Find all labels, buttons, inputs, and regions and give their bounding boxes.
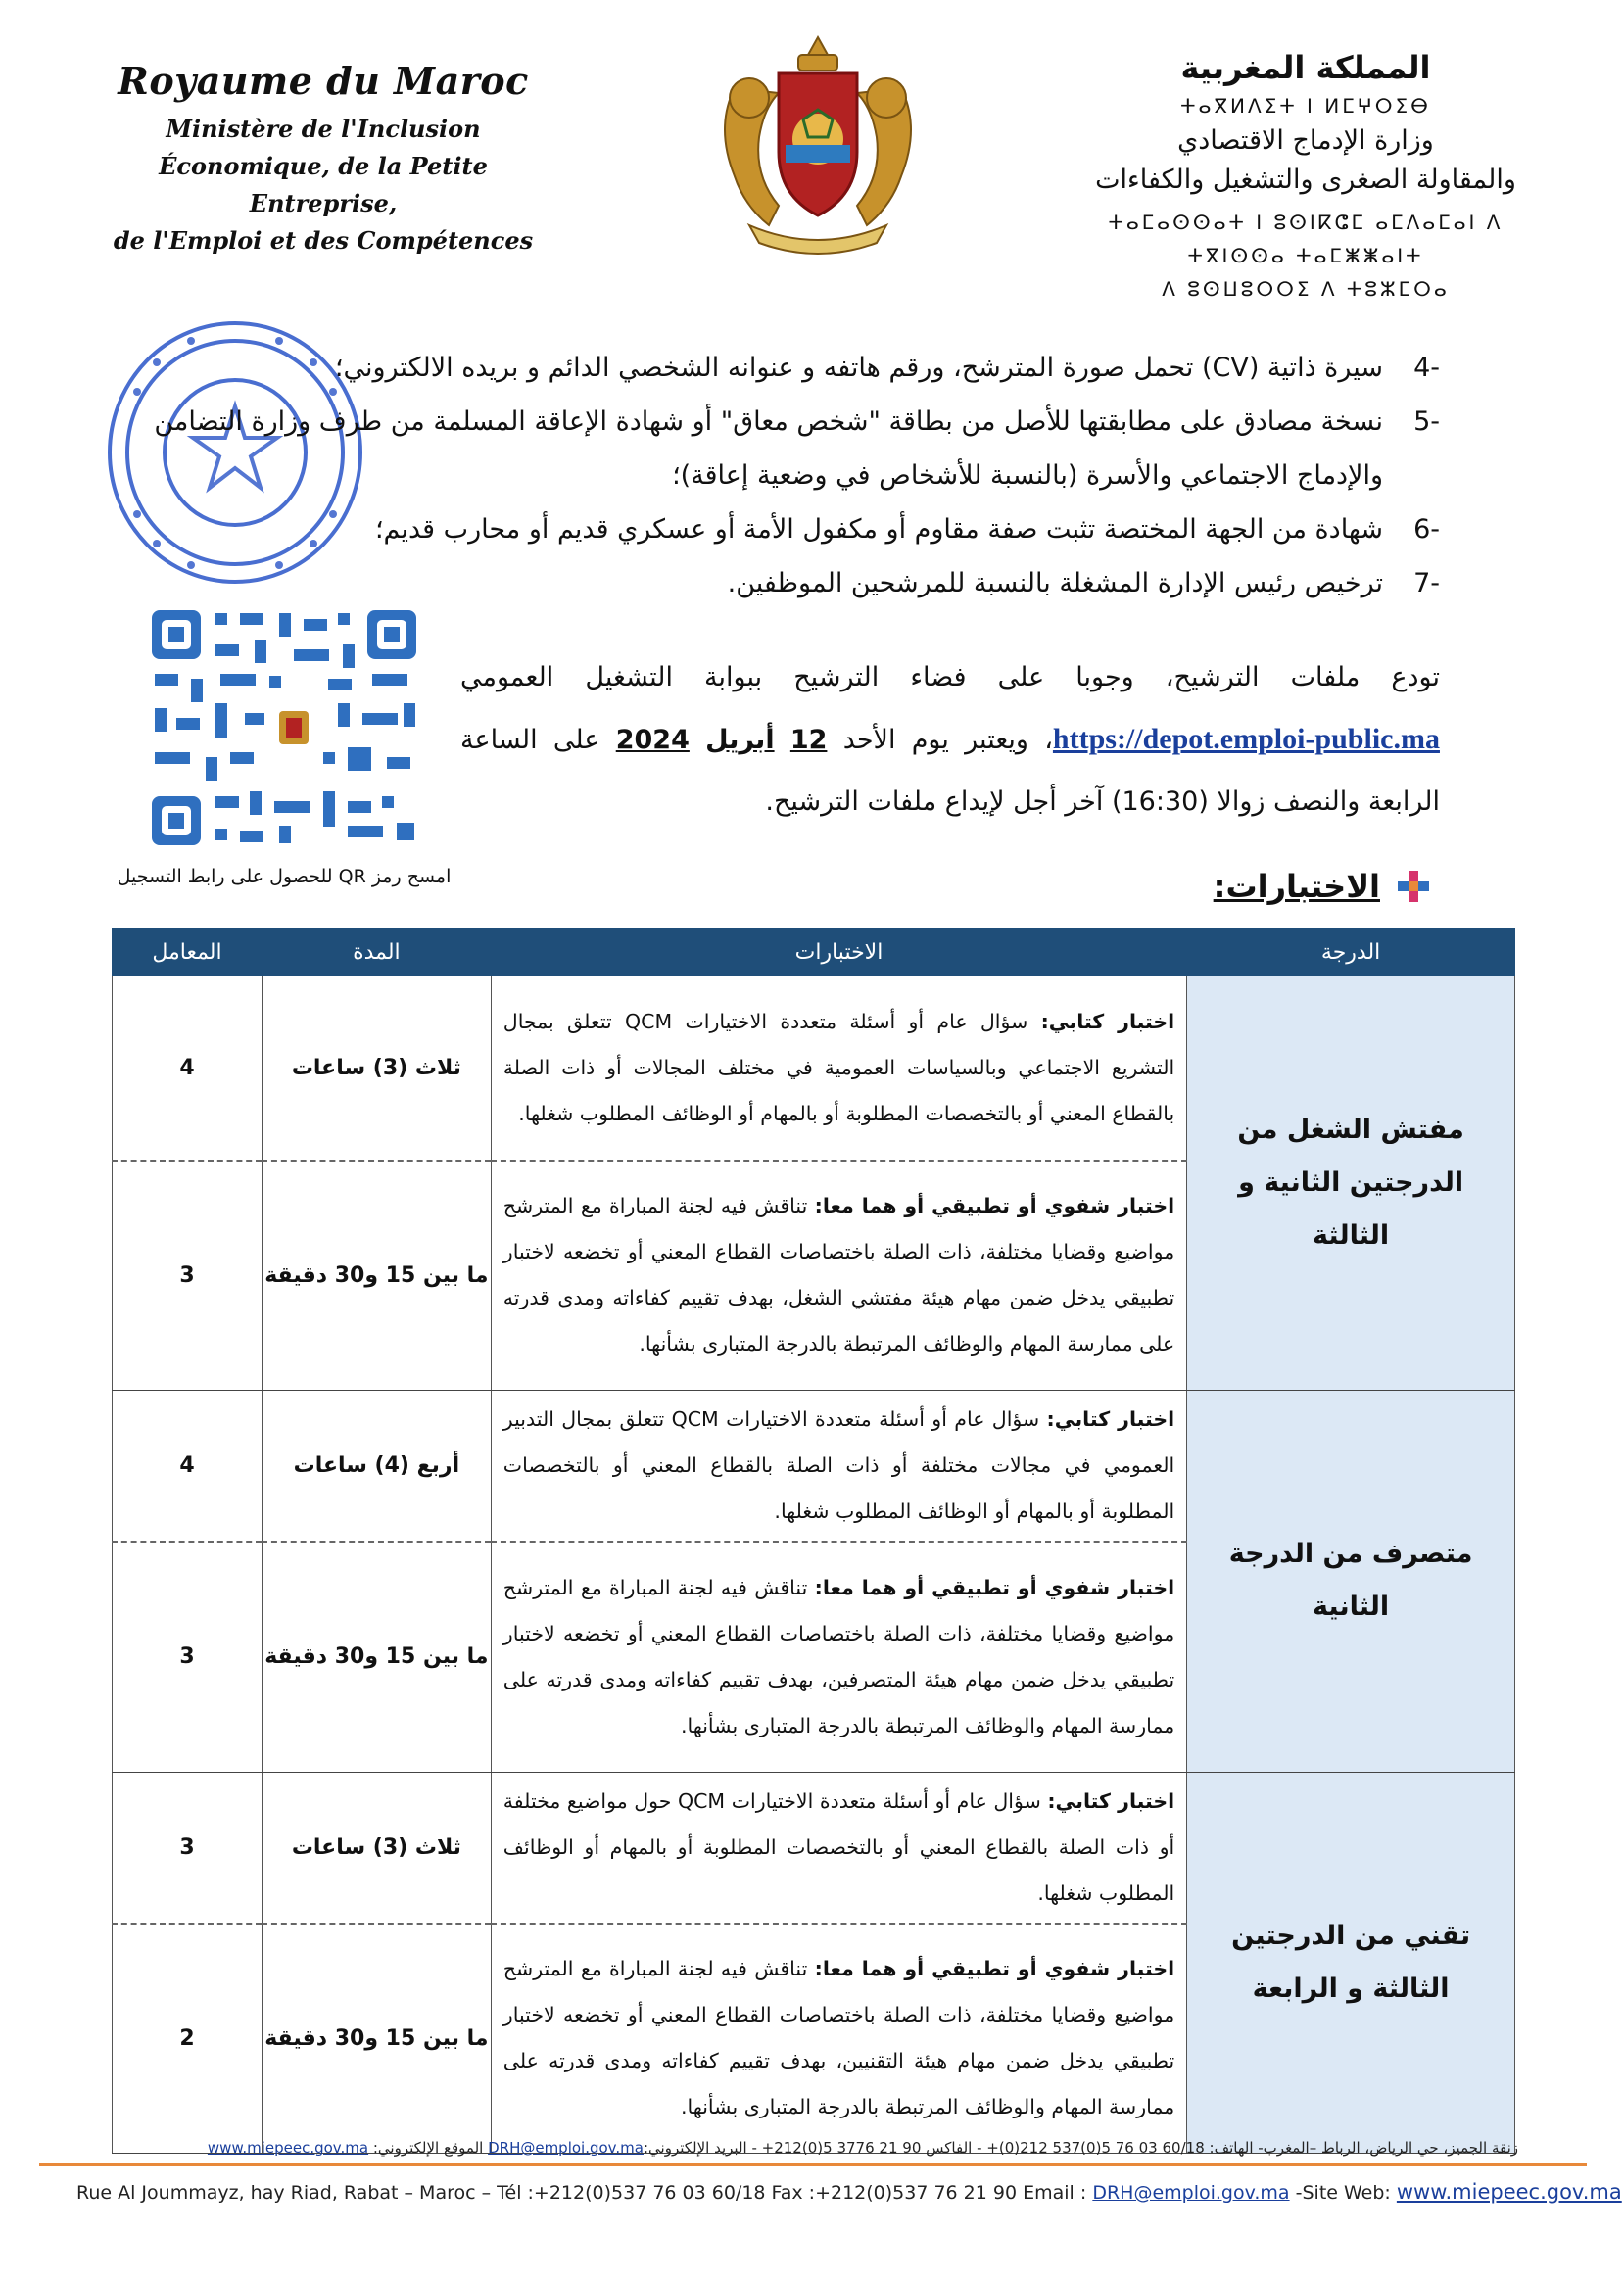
fr-kingdom-title: Royaume du Maroc [118, 59, 529, 103]
table-row [113, 1772, 1515, 1924]
duration-cell: ثلاث (3) ساعات [262, 1772, 491, 1924]
exams-table [112, 928, 1515, 2154]
duration-cell: أربع (4) ساعات [262, 1391, 491, 1543]
grade-cell: مفتش الشغل من الدرجتين الثانية و الثالثة [1187, 976, 1515, 1391]
ar-ministry-line1: وزارة الإدماج الاقتصادي [1177, 125, 1434, 156]
exam-description: اختبار شفوي أو تطبيقي أو هما معا: تناقش فيه لجنة المباراة مع المترشح مواضيع وقضايا مختلفة، ذات الصلة باختصاصات القطاع المعني أو تخضعه لاختبار تطبيقي يدخل ضمن مهام هيئة المتصرفين، بهدف تقييم كفاءاته ومدى قدرته على ممارسة المهام والوظائف المرتبطة بالدرجة المتبارى بشأنها. [491, 1542, 1186, 1772]
qr-caption: امسح رمز QR للحصول على رابط التسجيل [117, 866, 452, 887]
list-item: -7ترخيص رئيس الإدارة المشغلة بالنسبة للمرشحين الموظفين. [727, 568, 1440, 598]
deadline-day: 12 [789, 725, 828, 755]
arabic-header [1071, 49, 1541, 306]
tifinagh-ministry-line1: ⵜⴰⵎⴰⵙⵙⴰⵜ ⵏ ⵓⵙⵏⴽⵛⵎ ⴰⵎⴷⴰⵎⴰⵏ ⴷ ⵜⴳⵏⵙⵙⴰ ⵜⴰⵎⵥⵥⴰⵏⵜ [1108, 211, 1504, 267]
col-header-exams: الاختبارات [491, 928, 1186, 976]
ar-kingdom-title: المملكة المغربية [1180, 49, 1431, 86]
coefficient-cell: 4 [113, 976, 263, 1161]
plus-bullet-icon [1394, 867, 1433, 906]
exam-description: اختبار كتابي: سؤال عام أو أسئلة متعددة الاختيارات QCM حول مواضيع مختلفة أو ذات الصلة بالقطاع المعني أو بالتخصصات المطلوبة أو بالمهام أو الوظائف المطلوب شغلها. [491, 1772, 1186, 1924]
coefficient-cell: 2 [113, 1924, 263, 2154]
fr-ministry-line3: de l'Emploi et des Compétences [113, 226, 534, 255]
grade-cell: تقني من الدرجتين الثالثة و الرابعة [1187, 1772, 1515, 2154]
fr-ministry-line2: Économique, de la Petite Entreprise, [159, 152, 488, 217]
coefficient-cell: 3 [113, 1161, 263, 1391]
exam-description: اختبار كتابي: سؤال عام أو أسئلة متعددة الاختيارات QCM تتعلق بمجال التشريع الاجتماعي وبالسياسات العمومية في مختلف المجالات أو ذات الصلة بالقطاع المعني أو بالتخصصات المطلوبة أو بالمهام أو الوظائف المطلوب شغلها. [491, 976, 1186, 1161]
footer-fr-site-link[interactable]: www.miepeec.gov.ma [1396, 2180, 1622, 2204]
list-item-continuation: والإدماج الاجتماعي والأسرة (بالنسبة للأشخاص في وضعية إعاقة)؛ [672, 460, 1383, 491]
ar-ministry-line2: والمقاولة الصغرى والتشغيل والكفاءات [1095, 165, 1516, 195]
footer-ar-email-link[interactable]: DRH@emploi.gov.ma [488, 2139, 644, 2157]
coefficient-cell: 4 [113, 1391, 263, 1543]
coefficient-cell: 3 [113, 1542, 263, 1772]
footer-fr-email-link[interactable]: DRH@emploi.gov.ma [1092, 2182, 1290, 2204]
list-item: -4سيرة ذاتية (CV) تحمل صورة المترشح، ورقم هاتفه و عنوانه الشخصي الدائم و بريده الالكتروني؛ [334, 353, 1440, 383]
duration-cell: ثلاث (3) ساعات [262, 976, 491, 1161]
duration-cell: ما بين 15 و30 دقيقة [262, 1924, 491, 2154]
list-item: -6شهادة من الجهة المختصة تثبت صفة مقاوم أو مكفول الأمة أو عسكري قديم أو محارب قديم؛ [374, 514, 1440, 545]
exams-section-title: الاختبارات: [1214, 867, 1433, 906]
coat-of-arms-icon [695, 29, 940, 274]
col-header-coefficient: المعامل [113, 928, 263, 976]
required-documents-list [154, 341, 1440, 610]
exam-description: اختبار شفوي أو تطبيقي أو هما معا: تناقش فيه لجنة المباراة مع المترشح مواضيع وقضايا مختلفة، ذات الصلة باختصاصات القطاع المعني أو تخضعه لاختبار تطبيقي يدخل ضمن مهام هيئة التقنيين، بهدف تقييم كفاءاته ومدى قدرته على ممارسة المهام والوظائف المرتبطة بالدرجة المتبارى بشأنها. [491, 1924, 1186, 2154]
footer-divider [39, 2163, 1587, 2166]
deadline-year: 2024 [615, 725, 690, 755]
col-header-duration: المدة [262, 928, 491, 976]
exam-description: اختبار شفوي أو تطبيقي أو هما معا: تناقش فيه لجنة المباراة مع المترشح مواضيع وقضايا مختلفة، ذات الصلة باختصاصات القطاع المعني أو تخضعه لاختبار تطبيقي يدخل ضمن مهام هيئة مفتشي الشغل، بهدف تقييم كفاءاته ومدى قدرته على ممارسة المهام والوظائف المرتبطة بالدرجة المتبارى بشأنها. [491, 1161, 1186, 1391]
col-header-grade: الدرجة [1187, 928, 1515, 976]
coefficient-cell: 3 [113, 1772, 263, 1924]
french-header [93, 59, 553, 260]
grade-cell: متصرف من الدرجة الثانية [1187, 1391, 1515, 1773]
duration-cell: ما بين 15 و30 دقيقة [262, 1542, 491, 1772]
footer-ar-site-link[interactable]: www.miepeec.gov.ma [207, 2139, 369, 2157]
table-row [113, 1391, 1515, 1543]
fr-ministry-line1: Ministère de l'Inclusion [166, 115, 481, 143]
footer-french: Rue Al Joummayz, hay Riad, Rabat – Maroc – Tél :+212(0)537 76 03 60/18 Fax :+212(0)537 76 21 90 Email : DRH@emploi.gov.ma -Site Web: www.miepeec.gov.ma [76, 2180, 1622, 2204]
duration-cell: ما بين 15 و30 دقيقة [262, 1161, 491, 1391]
deadline-month: أبريل [705, 725, 775, 755]
tifinagh-kingdom: ⵜⴰⴳⵍⴷⵉⵜ ⵏ ⵍⵎⵖⵔⵉⴱ [1180, 94, 1431, 118]
deposit-portal-link[interactable]: https://depot.emploi-public.ma [1052, 723, 1440, 755]
deposit-paragraph: تودع ملفات الترشيح، وجوبا على فضاء الترشيح ببوابة التشغيل العمومي https://depot.emploi-public.ma، ويعتبر يوم الأحد 12 أبريل 2024 على الساعة الرابعة والنصف زوالا (16:30) آخر أجل لإيداع ملفات الترشيح. [460, 662, 1440, 817]
exam-description: اختبار كتابي: سؤال عام أو أسئلة متعددة الاختيارات QCM تتعلق بمجال التدبير العمومي في مجالات مختلفة أو ذات الصلة بالقطاع المعني أو بالتخصصات المطلوبة أو بالمهام أو الوظائف المطلوب شغلها. [491, 1391, 1186, 1543]
list-item: -5نسخة مصادق على مطابقتها للأصل من بطاقة "شخص معاق" أو شهادة الإعاقة المسلمة من طرف وزارة التضامن [154, 406, 1440, 437]
table-row [113, 976, 1515, 1161]
qr-code-icon[interactable] [147, 605, 421, 850]
tifinagh-ministry-line2: ⴷ ⵓⵙⵡⵓⵔⵔⵉ ⴷ ⵜⵓⵣⵎⵔⴰ [1162, 277, 1450, 301]
table-header-row [113, 928, 1515, 976]
footer-arabic: زنقة الجميز، حي الرياض، الرباط –المغرب- الهاتف: 60/18 03 76 5(0)537 212(0)+ - الفاكس 90 21 3776 5(0)212+ - البريد الإلكتروني:DRH@emploi.gov.ma الموقع الإلكتروني: www.miepeec.gov.ma [207, 2139, 1518, 2157]
